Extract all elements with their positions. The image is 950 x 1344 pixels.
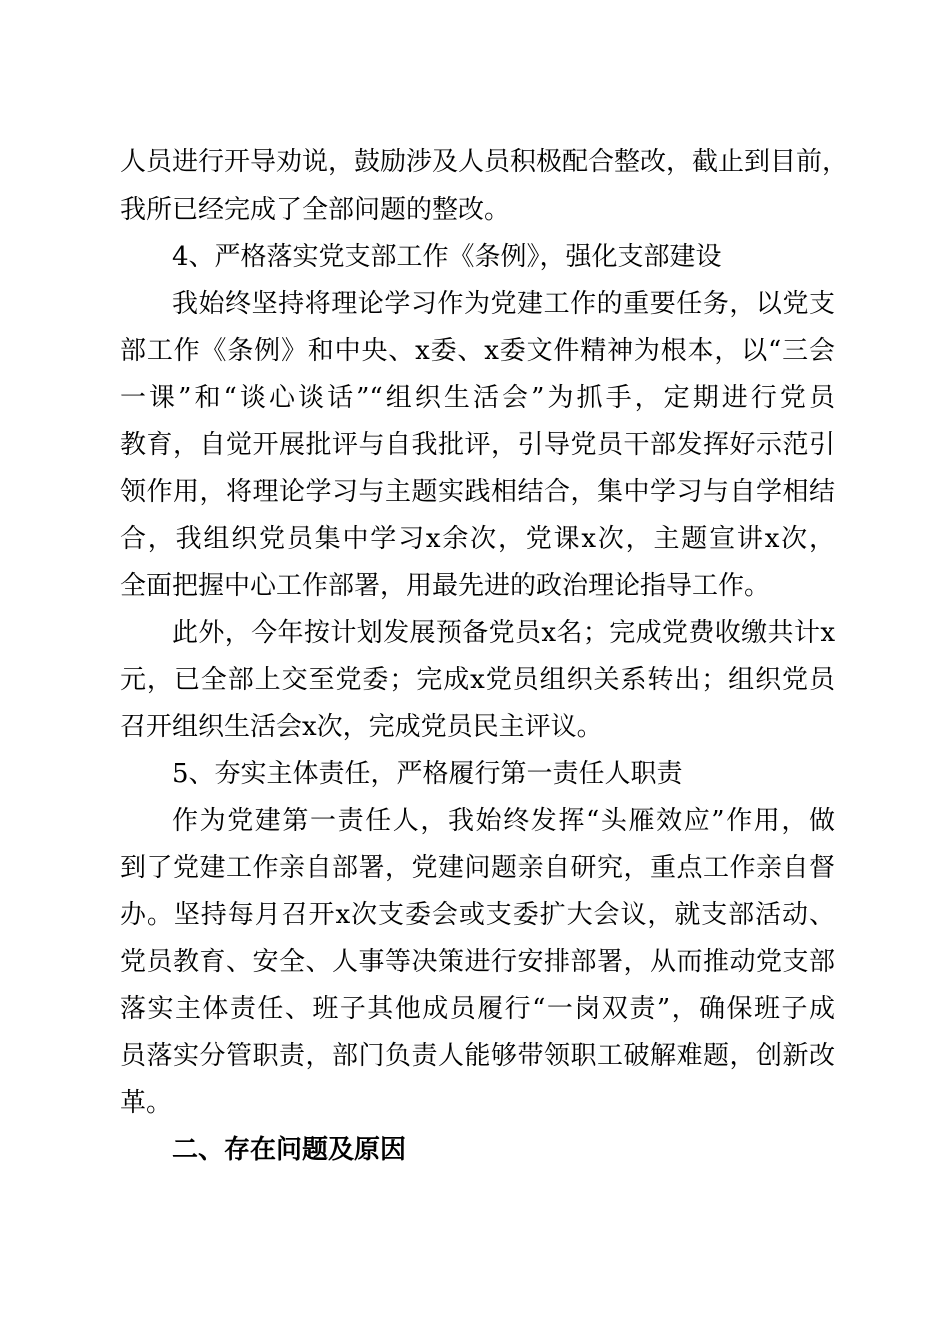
paragraph-line: 全面把握中心工作部署，用最先进的政治理论指导工作。 [120, 571, 771, 601]
paragraph-line: 元，已全部上交至党委；完成x党员组织关系转出；组织党员 [120, 665, 835, 695]
paragraph-line: 党员教育、安全、人事等决策进行安排部署，从而推动党支部 [120, 947, 835, 977]
paragraph-line: 合，我组织党员集中学习x余次，党课x次，主题宣讲x次， [120, 524, 835, 554]
paragraph-line: 办。坚持每月召开x次支委会或支委扩大会议，就支部活动、 [120, 900, 835, 930]
paragraph-line: 一课”和“谈心谈话”“组织生活会”为抓手，定期进行党员 [120, 383, 835, 413]
paragraph-line: 革。 [120, 1088, 173, 1118]
paragraph-line: 召开组织生活会x次，完成党员民主评议。 [120, 712, 603, 742]
part-two-heading: 二、存在问题及原因 [172, 1135, 407, 1165]
paragraph-line: 我始终坚持将理论学习作为党建工作的重要任务，以党支 [172, 289, 835, 319]
paragraph-line: 此外，今年按计划发展预备党员x名；完成党费收缴共计x [172, 618, 835, 648]
paragraph-line: 到了党建工作亲自部署，党建问题亲自研究，重点工作亲自督 [120, 853, 835, 883]
paragraph-line: 部工作《条例》和中央、x委、x委文件精神为根本，以“三会 [120, 336, 835, 366]
paragraph-line: 领作用，将理论学习与主题实践相结合，集中学习与自学相结 [120, 477, 835, 507]
section-5-heading: 5、夯实主体责任，严格履行第一责任人职责 [172, 759, 683, 789]
section-4-heading: 4、严格落实党支部工作《条例》，强化支部建设 [172, 242, 722, 272]
paragraph-line: 教育，自觉开展批评与自我批评，引导党员干部发挥好示范引 [120, 430, 835, 460]
paragraph-line: 作为党建第一责任人，我始终发挥“头雁效应”作用，做 [172, 806, 835, 836]
paragraph-line: 员落实分管职责，部门负责人能够带领职工破解难题，创新改 [120, 1041, 835, 1071]
paragraph-line: 我所已经完成了全部问题的整改。 [120, 195, 511, 225]
paragraph-line: 落实主体责任、班子其他成员履行“一岗双责”，确保班子成 [120, 994, 835, 1024]
paragraph-line: 人员进行开导劝说，鼓励涉及人员积极配合整改，截止到目前， [120, 147, 849, 177]
